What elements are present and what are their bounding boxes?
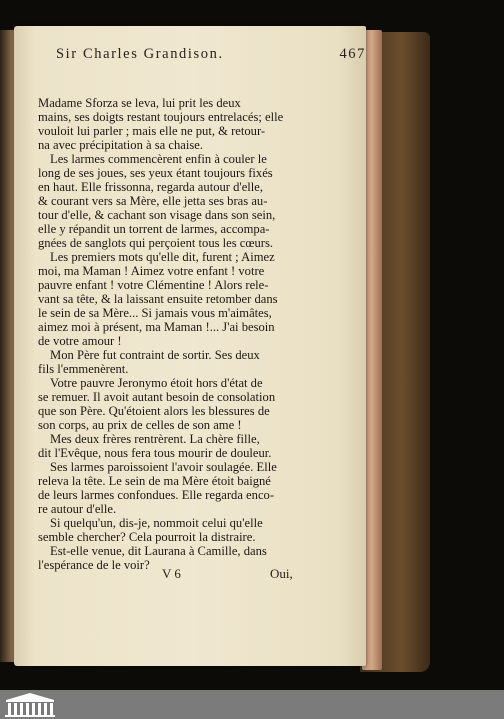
text-line: en haut. Elle frissonna, regarda autour d'elle,: [38, 180, 264, 194]
text-line: vant sa tête, & la laissant ensuite retomber dans: [38, 292, 278, 306]
text-line: na avec précipitation à sa chaise.: [38, 138, 204, 152]
text-line: Si quelqu'un, dis-je, nommoit celui qu'elle: [50, 516, 263, 530]
running-title: Sir Charles Grandison.: [56, 46, 224, 62]
text-line: Les premiers mots qu'elle dit, furent ; Aimez: [50, 250, 275, 264]
text-line: de leurs larmes confondues. Elle regarda enco-: [38, 488, 275, 502]
running-header: [56, 46, 366, 70]
text-line: fils l'emmenèrent.: [38, 362, 129, 376]
text-line: dit l'Evêque, nous fera tous mourir de douleur.: [38, 446, 272, 460]
text-line: re autour d'elle.: [38, 502, 117, 516]
text-line: Mes deux frères rentrèrent. La chère fille,: [50, 432, 260, 446]
text-line: Les larmes commencèrent enfin à couler le: [50, 152, 267, 166]
page-number: 467: [339, 46, 366, 62]
text-line: mains, ses doigts restant toujours entrelacés; elle: [38, 110, 284, 124]
text-line: elle y répandit un torrent de larmes, accompa-: [38, 222, 270, 236]
text-line: que son Père. Qu'étoient alors les blessures de: [38, 404, 270, 418]
library-building-logo: [2, 691, 58, 718]
text-line: de votre amour !: [38, 334, 122, 348]
text-line: aimez moi à présent, ma Maman !... J'ai besoin: [38, 320, 275, 334]
text-line: Ses larmes paroissoient l'avoir soulagée. Elle: [50, 460, 277, 474]
text-line: Est-elle venue, dit Laurana à Camille, dans: [50, 544, 267, 558]
text-line: releva la tête. Le sein de ma Mère étoit baigné: [38, 474, 271, 488]
text-line: Madame Sforza se leva, lui prit les deux: [38, 96, 241, 110]
text-line: l'espérance de le voir?: [38, 558, 150, 572]
text-line: le sein de sa Mère... Si jamais vous m'aimâtes,: [38, 306, 272, 320]
text-line: moi, ma Maman ! Aimez votre enfant ! votre: [38, 264, 265, 278]
text-line: vouloit lui parler ; mais elle ne put, & retour-: [38, 124, 266, 138]
text-line: Mon Père fut contraint de sortir. Ses deux: [50, 348, 260, 362]
text-line: son corps, au prix de celles de son ame !: [38, 418, 242, 432]
text-line: pauvre enfant ! votre Clémentine ! Alors rele-: [38, 278, 269, 292]
library-footer-bar: [0, 690, 504, 719]
text-line: se remuer. Il avoit autant besoin de consolation: [38, 390, 276, 404]
catchword: Oui,: [270, 566, 293, 581]
text-line: gnées de sanglots qui perçoient tous les cœurs.: [38, 236, 274, 250]
text-line: tour d'elle, & cachant son visage dans son sein,: [38, 208, 276, 222]
text-line: Votre pauvre Jeronymo étoit hors d'état de: [50, 376, 263, 390]
text-line: semble chercher? Cela pourroit la distraire.: [38, 530, 256, 544]
text-line: long de ses joues, ses yeux étant toujours fixés: [38, 166, 273, 180]
text-line: & courant vers sa Mère, elle jetta ses bras au-: [38, 194, 268, 208]
signature-mark: V 6: [162, 566, 181, 581]
